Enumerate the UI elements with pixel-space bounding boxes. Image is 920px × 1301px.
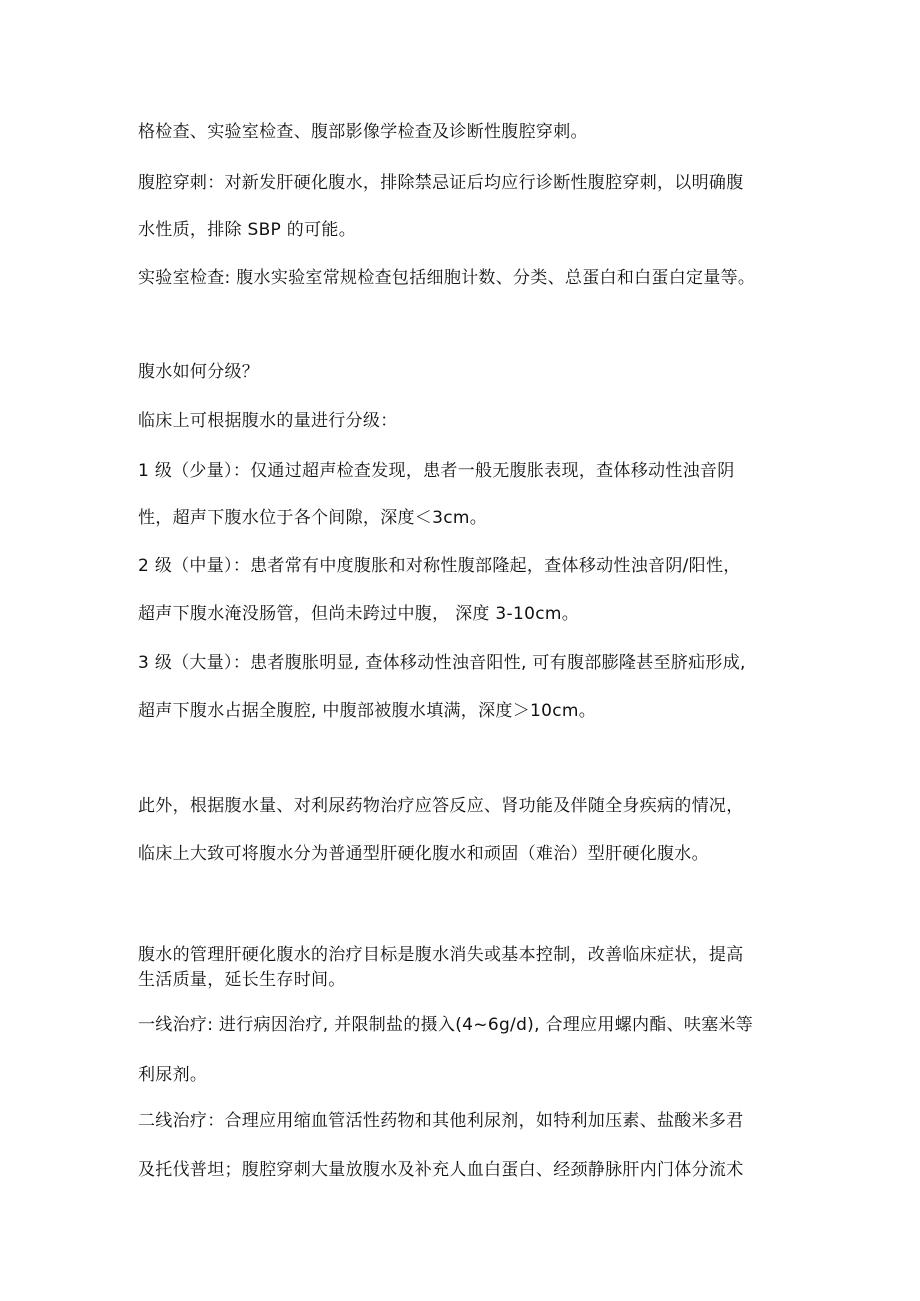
text-line: 腹腔穿刺：对新发肝硬化腹水，排除禁忌证后均应行诊断性腹腔穿刺，以明确腹 [138,173,744,193]
text-line: 超声下腹水淹没肠管，但尚未跨过中腹， 深度 3-10cm。 [138,604,579,624]
section-heading: 腹水如何分级？ [138,362,260,382]
text-line: 腹水的管理肝硬化腹水的治疗目标是腹水消失或基本控制，改善临床症状，提高 [138,945,744,965]
text-line: 此外，根据腹水量、对利尿药物治疗应答反应、肾功能及伴随全身疾病的情况， [138,796,744,816]
text-line: 格检查、实验室检查、腹部影像学检查及诊断性腹腔穿刺。 [138,122,588,142]
text-line: 超声下腹水占据全腹腔, 中腹部被腹水填满，深度＞10cm。 [138,701,597,721]
text-line: 生活质量，延长生存时间。 [138,970,346,990]
text-line: 性，超声下腹水位于各个间隙，深度＜3cm。 [138,508,488,528]
text-line: 1 级（少量）：仅通过超声检查发现，患者一般无腹胀表现，查体移动性浊音阴 [138,461,735,481]
text-line: 临床上可根据腹水的量进行分级： [138,411,398,431]
text-line: 实验室检查: 腹水实验室常规检查包括细胞计数、分类、总蛋白和白蛋白定量等。 [138,268,756,288]
text-line: 临床上大致可将腹水分为普通型肝硬化腹水和顽固（难治）型肝硬化腹水。 [138,844,709,864]
text-line: 2 级（中量）：患者常有中度腹胀和对称性腹部隆起，查体移动性浊音阴/阳性， [138,556,741,576]
text-line: 利尿剂。 [138,1065,208,1085]
text-line: 一线治疗: 进行病因治疗, 并限制盐的摄入(4~6g/d), 合理应用螺内酯、呋塞米等 [138,1015,754,1035]
text-line: 水性质，排除 SBP 的可能。 [138,220,357,240]
text-line: 及托伐普坦；腹腔穿刺大量放腹水及补充人血白蛋白、经颈静脉肝内门体分流术 [138,1160,744,1180]
text-line: 二线治疗：合理应用缩血管活性药物和其他利尿剂，如特利加压素、盐酸米多君 [138,1111,744,1131]
text-line: 3 级（大量）：患者腹胀明显, 查体移动性浊音阳性, 可有腹部膨隆甚至脐疝形成, [138,653,746,673]
